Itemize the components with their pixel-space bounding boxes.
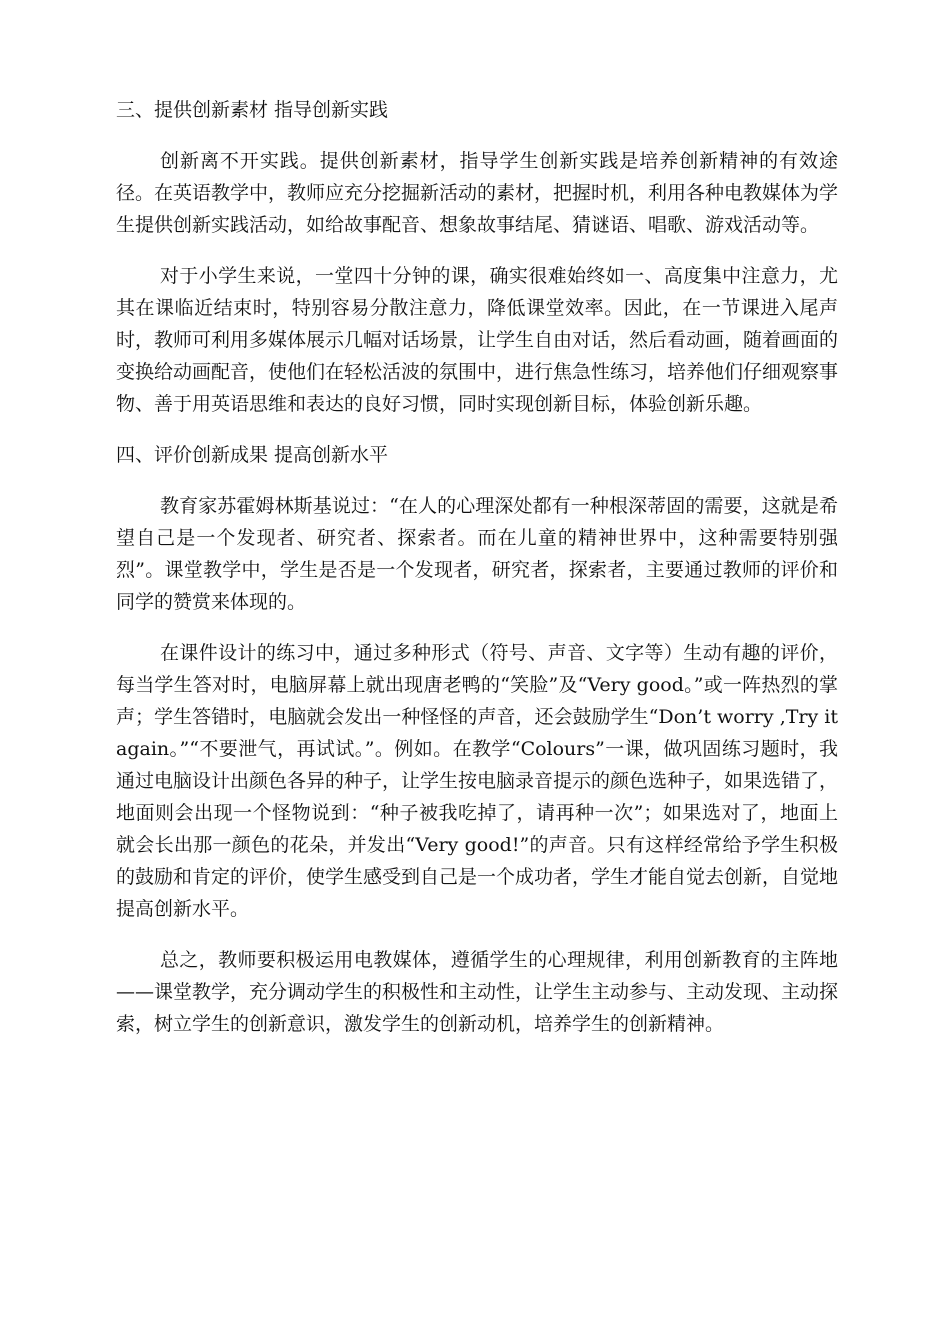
section-heading-4: 四、评价创新成果 提高创新水平 — [116, 444, 389, 466]
paragraph: 教育家苏霍姆林斯基说过：“在人的心理深处都有一种根深蒂固的需要，这就是希望自己是一个发现者、研究者、探索者。而在儿童的精神世界中，这种需要特别强烈”。课堂教学中，学生是否是一个发现者，研究者，探索者，主要通过教师的评价和同学的赞赏来体现的。 — [116, 495, 838, 613]
paragraph: 在课件设计的练习中，通过多种形式（符号、声音、文字等）生动有趣的评价，每当学生答对时，电脑屏幕上就出现唐老鸭的“笑脸”及“Very good。”或一阵热烈的掌声；学生答错时，电脑就会发出一种怪怪的声音，还会鼓励学生“Don’t worry ,Try it again。”“不要泄气，再试试。”。例如。在教学“Colours”一课，做巩固练习题时，我通过电脑设计出颜色各异的种子，让学生按电脑录音提示的颜色选种子，如果选错了，地面则会出现一个怪物说到：“种子被我吃掉了，请再种一次”；如果选对了，地面上就会长出那一颜色的花朵，并发出“Very good!”的声音。只有这样经常给予学生积极的鼓励和肯定的评价，使学生感受到自己是一个成功者，学生才能自觉去创新，自觉地提高创新水平。 — [116, 642, 839, 920]
paragraph: 创新离不开实践。提供创新素材，指导学生创新实践是培养创新精神的有效途径。在英语教学中，教师应充分挖掘新活动的素材，把握时机，利用各种电教媒体为学生提供创新实践活动，如给故事配音、想象故事结尾、猜谜语、唱歌、游戏活动等。 — [116, 150, 839, 236]
paragraph: 总之，教师要积极运用电教媒体，遵循学生的心理规律，利用创新教育的主阵地——课堂教学，充分调动学生的积极性和主动性，让学生主动参与、主动发现、主动探索，树立学生的创新意识，激发学生的创新动机，培养学生的创新精神。 — [116, 949, 839, 1035]
section-heading-3: 三、提供创新素材 指导创新实践 — [116, 99, 389, 121]
document-page — [116, 94, 838, 1059]
paragraph: 对于小学生来说，一堂四十分钟的课，确实很难始终如一、高度集中注意力，尤其在课临近结束时，特别容易分散注意力，降低课堂效率。因此，在一节课进入尾声时，教师可利用多媒体展示几幅对话场景，让学生自由对话，然后看动画，随着画面的变换给动画配音，使他们在轻松活波的氛围中，进行焦急性练习，培养他们仔细观察事物、善于用英语思维和表达的良好习惯，同时实现创新目标，体验创新乐趣。 — [116, 265, 839, 415]
